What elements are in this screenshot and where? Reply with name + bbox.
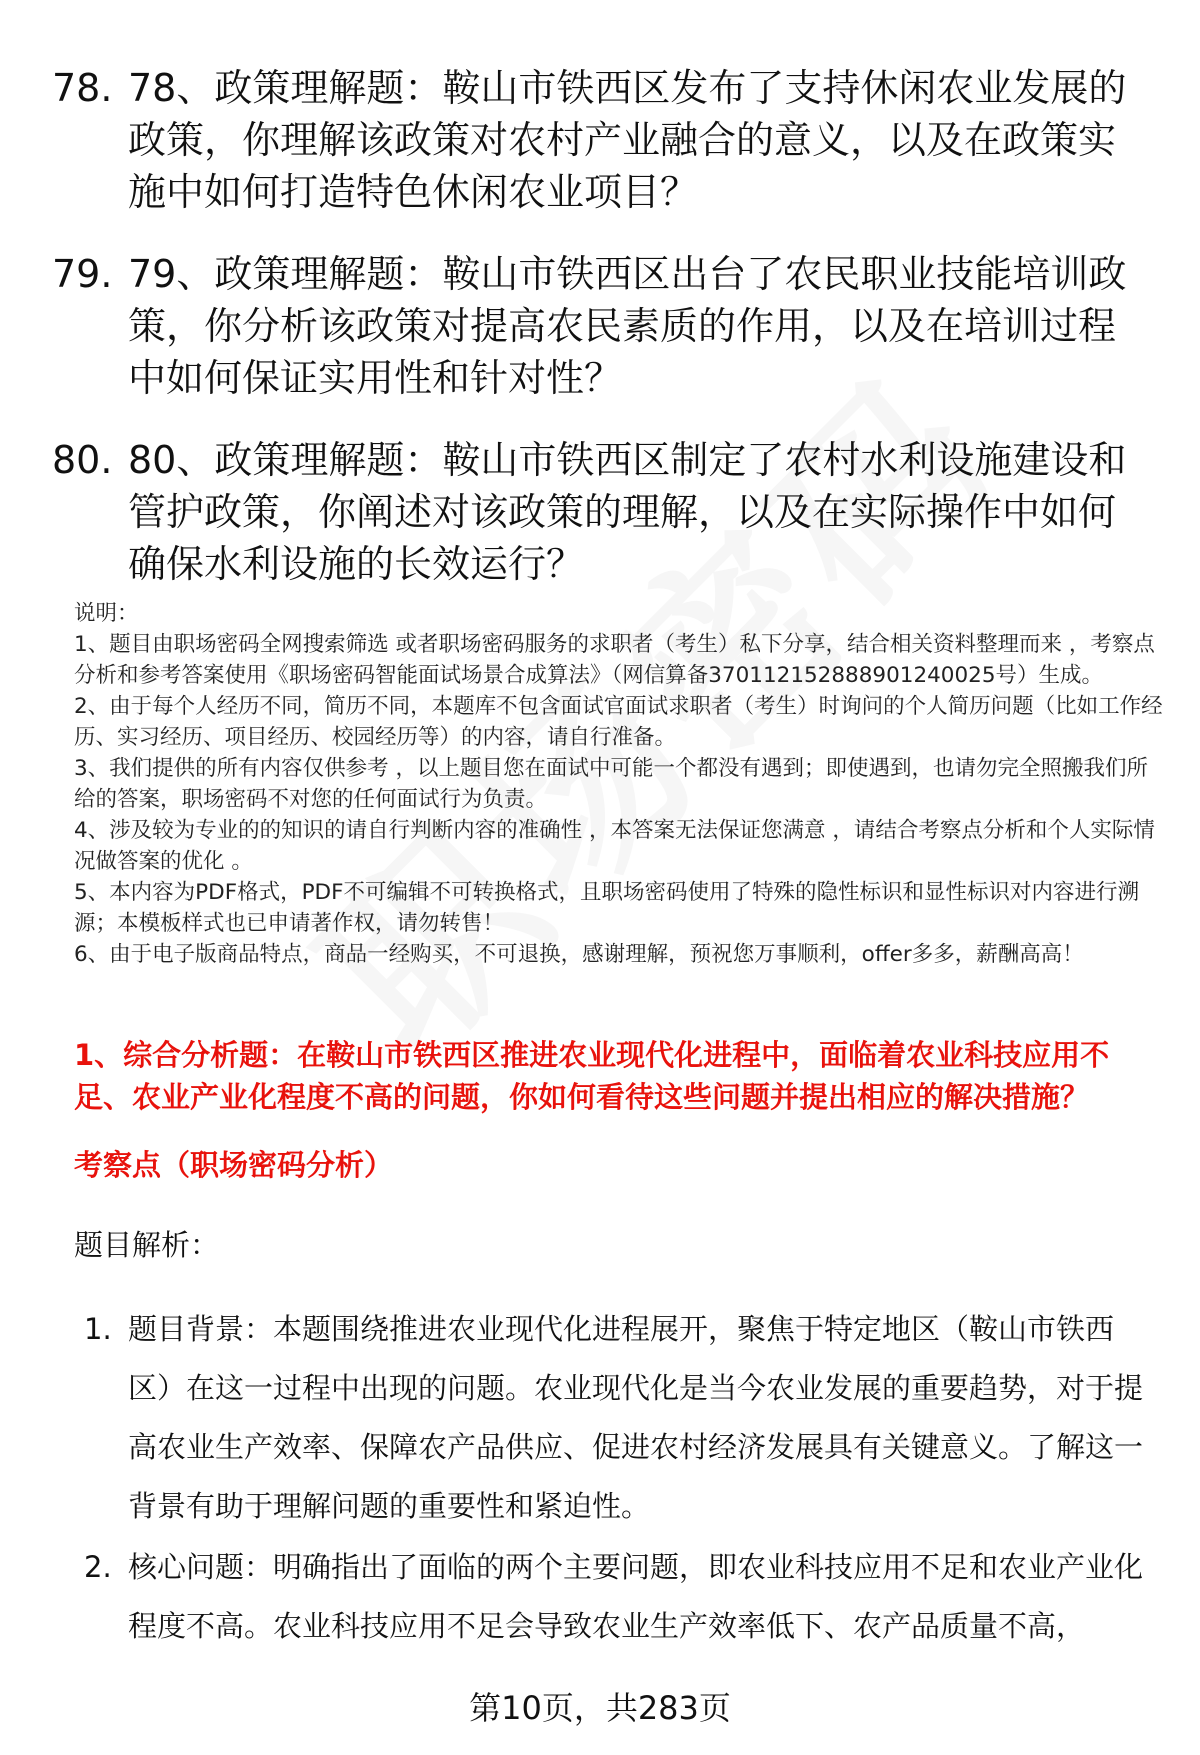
note-item: 2、由于每个人经历不同，简历不同，本题库不包含面试官面试求职者（考生）时询问的个人简历问题（比如工作经历、实习经历、项目经历、校园经历等）的内容，请自行准备。	[74, 694, 1163, 750]
notes-heading: 说明：	[74, 601, 139, 626]
analysis-text: 题目背景：本题围绕推进农业现代化进程展开，聚焦于特定地区（鞍山市铁西区）在这一过程中出现的问题。农业现代化是当今农业发展的重要趋势，对于提高农业生产效率、保障农产品供应、促进农村经济发展具有关键意义。了解这一背景有助于理解问题的重要性和紧迫性。	[128, 1312, 1144, 1523]
note-item: 4、涉及较为专业的的知识的请自行判断内容的准确性 ，本答案无法保证您满意 ，请结合考察点分析和个人实际情况做答案的优化 。	[74, 818, 1155, 874]
question-number: 79.	[52, 252, 113, 296]
analysis-text: 核心问题：明确指出了面临的两个主要问题，即农业科技应用不足和农业产业化程度不高。农业科技应用不足会导致农业生产效率低下、农产品质量不高，	[128, 1550, 1144, 1643]
question-item	[52, 62, 1152, 218]
note-item: 6、由于电子版商品特点，商品一经购买，不可退换，感谢理解，预祝您万事顺利，offer多多，薪酬高高！	[74, 942, 1084, 967]
analysis-number: 1.	[84, 1312, 112, 1346]
note-item: 5、本内容为PDF格式，PDF不可编辑不可转换格式，且职场密码使用了特殊的隐性标识和显性标识对内容进行溯源；本模板样式也已申请著作权，请勿转售！	[74, 880, 1139, 936]
analysis-heading: 题目解析：	[74, 1228, 220, 1262]
question-text: 79、政策理解题：鞍山市铁西区出台了农民职业技能培训政策，你分析该政策对提高农民素质的作用，以及在培训过程中如何保证实用性和针对性？	[128, 252, 1127, 400]
analysis-list	[84, 1300, 1144, 1658]
analysis-item	[84, 1300, 1144, 1536]
question-text: 78、政策理解题：鞍山市铁西区发布了支持休闲农业发展的政策，你理解该政策对农村产业融合的意义，以及在政策实施中如何打造特色休闲农业项目？	[128, 66, 1127, 214]
analysis-item	[84, 1538, 1144, 1656]
question-item	[52, 434, 1152, 590]
question-number: 78.	[52, 66, 113, 110]
question-item	[52, 248, 1152, 404]
question-list	[52, 62, 1152, 620]
exam-point-heading: 考察点（职场密码分析）	[74, 1148, 394, 1182]
page-footer: 第10页，共283页	[469, 1689, 731, 1727]
note-item: 1、题目由职场密码全网搜索筛选 或者职场密码服务的求职者（考生）私下分享，结合相关资料整理而来 ，考察点分析和参考答案使用《职场密码智能面试场景合成算法》（网信算备370112152888901240025号）生成。	[74, 632, 1155, 688]
notes-section	[74, 598, 1164, 970]
note-item: 3、我们提供的所有内容仅供参考 ，以上题目您在面试中可能一个都没有遇到；即使遇到，也请勿完全照搬我们所给的答案，职场密码不对您的任何面试行为负责。	[74, 756, 1149, 812]
question-number: 80.	[52, 438, 113, 482]
question-text: 80、政策理解题：鞍山市铁西区制定了农村水利设施建设和管护政策，你阐述对该政策的理解，以及在实际操作中如何确保水利设施的长效运行？	[128, 438, 1127, 586]
analysis-number: 2.	[84, 1550, 112, 1584]
featured-question: 1、综合分析题：在鞍山市铁西区推进农业现代化进程中，面临着农业科技应用不足、农业产业化程度不高的问题，你如何看待这些问题并提出相应的解决措施？	[74, 1038, 1110, 1114]
